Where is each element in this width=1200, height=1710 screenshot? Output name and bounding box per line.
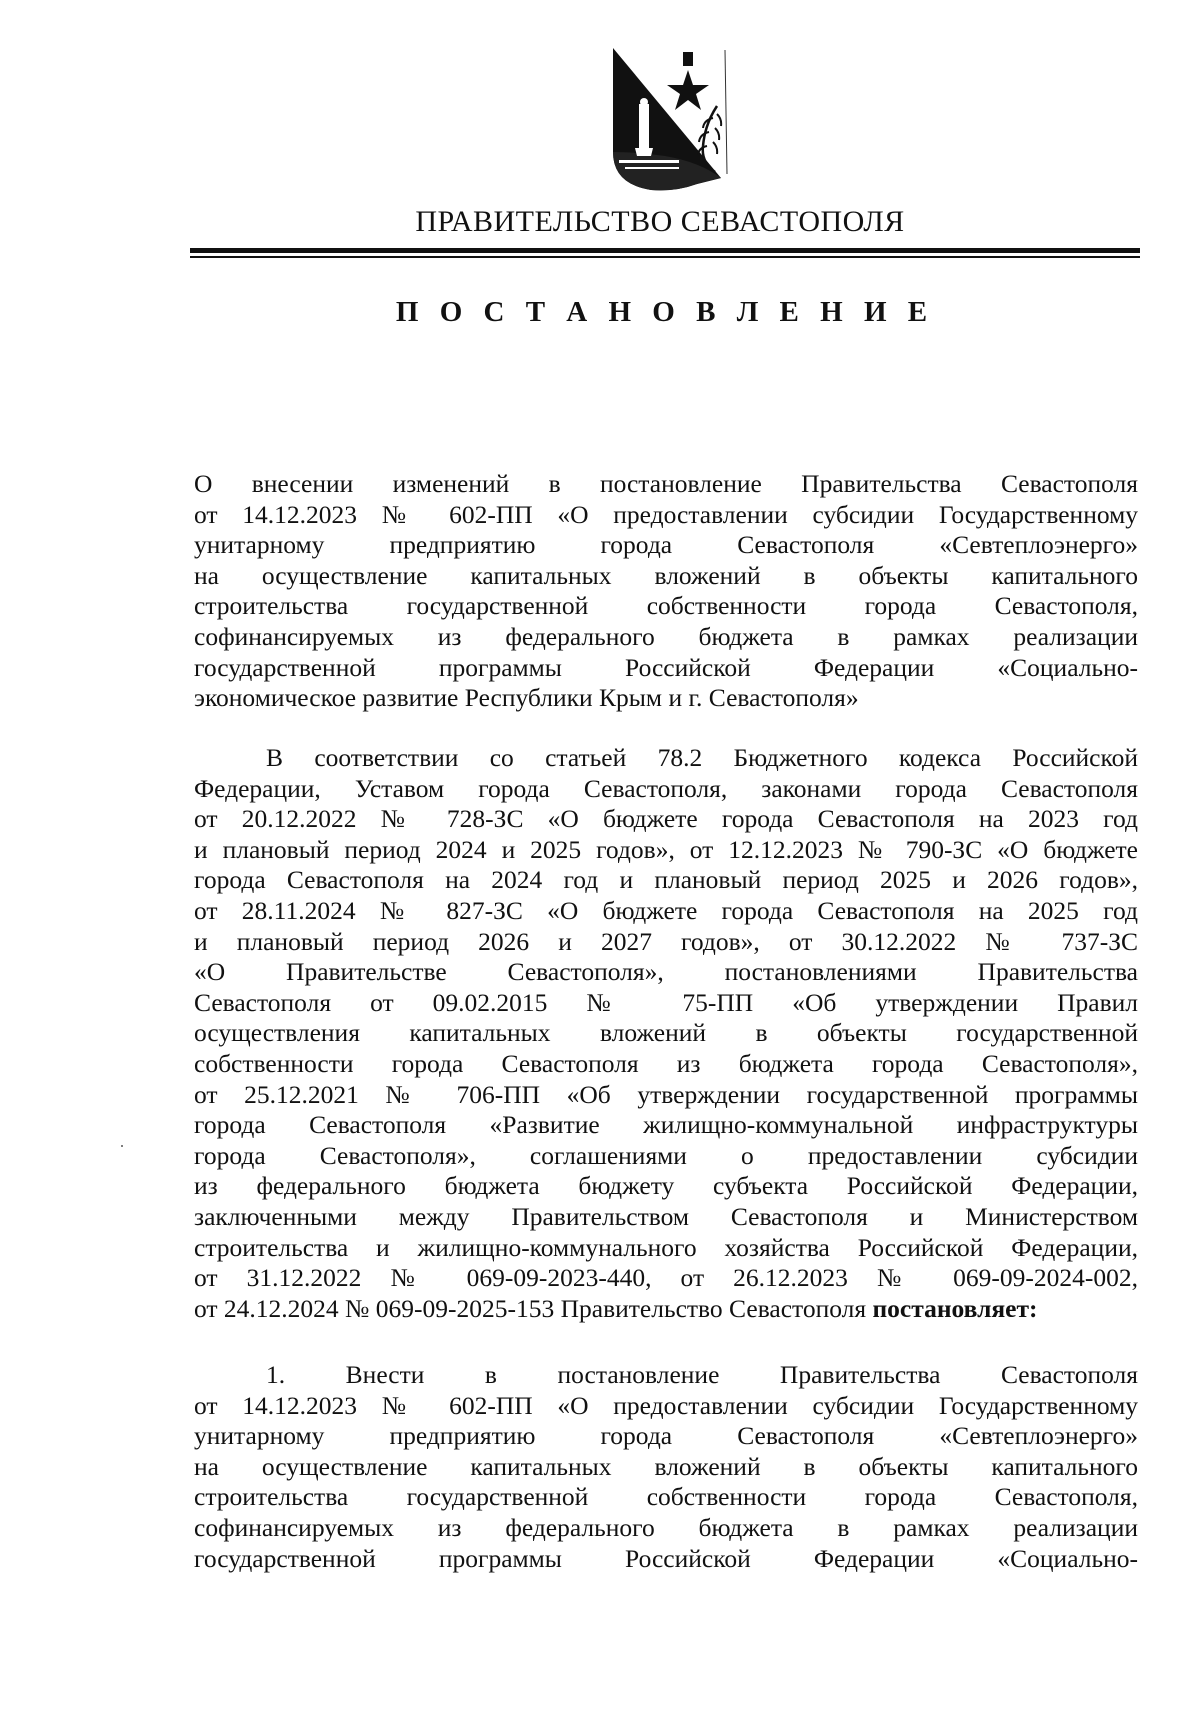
preamble-line: осуществления капитальных вложений в объекты государственной xyxy=(194,1018,1138,1048)
preamble-line: города Севастополя на 2024 год и плановый период 2025 и 2026 годов», xyxy=(194,865,1138,895)
item-1-line: софинансируемых из федерального бюджета в рамках реализации xyxy=(194,1512,1138,1542)
preamble-line: города Севастополя», соглашениями о предоставлении субсидии xyxy=(194,1140,1138,1170)
preamble-line: В соответствии со статьей 78.2 Бюджетного кодекса Российской xyxy=(266,743,1138,772)
preamble-line: города Севастополя «Развитие жилищно-коммунальной инфраструктуры xyxy=(194,1110,1138,1140)
item-1-line: 1. Внести в постановление Правительства Севастополя xyxy=(266,1360,1138,1389)
title-line: экономическое развитие Республики Крым и г. Севастополя» xyxy=(194,683,859,713)
organization-title: ПРАВИТЕЛЬСТВО СЕВАСТОПОЛЯ xyxy=(415,205,905,238)
title-line: О внесении изменений в постановление Правительства Севастополя xyxy=(194,469,1138,498)
preamble-line: из федерального бюджета бюджету субъекта Российской Федерации, xyxy=(194,1171,1138,1201)
preamble-line: строительства и жилищно-коммунального хозяйства Российской Федерации, xyxy=(194,1232,1138,1262)
document-title xyxy=(194,469,1138,714)
decree-keyword: постановляет: xyxy=(872,1293,1038,1323)
scan-speck xyxy=(121,1145,123,1147)
title-line: от 14.12.2023 № 602-ПП «О предоставлении субсидии Государственному xyxy=(194,499,1138,529)
item-1-line: на осуществление капитальных вложений в объекты капитального xyxy=(194,1451,1138,1481)
title-line: софинансируемых из федерального бюджета в рамках реализации xyxy=(194,621,1138,651)
preamble-line: от 20.12.2022 № 728-ЗС «О бюджете города Севастополя на 2023 год xyxy=(194,804,1138,834)
preamble-line: собственности города Севастополя из бюджета города Севастополя», xyxy=(194,1048,1138,1078)
item-1-line: унитарному предприятию города Севастополя «Севтеплоэнерго» xyxy=(194,1421,1138,1451)
preamble-final-text: от 24.12.2024 № 069-09-2025-153 Правительство Севастополя xyxy=(194,1293,873,1323)
preamble-line: заключенными между Правительством Севастополя и Министерством xyxy=(194,1201,1138,1231)
item-1-paragraph xyxy=(194,1360,1138,1574)
preamble-line: Федерации, Уставом города Севастополя, законами города Севастополя xyxy=(194,773,1138,803)
preamble-line: Севастополя от 09.02.2015 № 75-ПП «Об утверждении Правил xyxy=(194,987,1138,1017)
preamble-line: и плановый период 2026 и 2027 годов», от 30.12.2022 № 737-ЗС xyxy=(194,926,1138,956)
preamble-line: «О Правительстве Севастополя», постановлениями Правительства xyxy=(194,957,1138,987)
header-rule-thick xyxy=(190,248,1140,253)
item-1-line: строительства государственной собственности города Севастополя, xyxy=(194,1482,1138,1512)
document-type-heading: П О С Т А Н О В Л Е Н И Е xyxy=(395,296,935,328)
preamble-line: и плановый период 2024 и 2025 годов», от 12.12.2023 № 790-ЗС «О бюджете xyxy=(194,834,1138,864)
title-line: государственной программы Российской Федерации «Социально- xyxy=(194,652,1138,682)
title-line: унитарному предприятию города Севастополя «Севтеплоэнерго» xyxy=(194,530,1138,560)
preamble-final-line xyxy=(194,1294,1138,1325)
item-1-line: государственной программы Российской Федерации «Социально- xyxy=(194,1543,1138,1573)
title-line: строительства государственной собственности города Севастополя, xyxy=(194,591,1138,621)
title-line: на осуществление капитальных вложений в объекты капитального xyxy=(194,560,1138,590)
coat-of-arms-icon xyxy=(605,44,735,194)
header-rule-thin xyxy=(190,256,1140,258)
item-1-line: от 14.12.2023 № 602-ПП «О предоставлении субсидии Государственному xyxy=(194,1390,1138,1420)
preamble-paragraph xyxy=(194,743,1138,1324)
preamble-line: от 25.12.2021 № 706-ПП «Об утверждении государственной программы xyxy=(194,1079,1138,1109)
preamble-line: от 28.11.2024 № 827-ЗС «О бюджете города Севастополя на 2025 год xyxy=(194,895,1138,925)
preamble-line: от 31.12.2022 № 069-09-2023-440, от 26.12.2023 № 069-09-2024-002, xyxy=(194,1263,1138,1293)
